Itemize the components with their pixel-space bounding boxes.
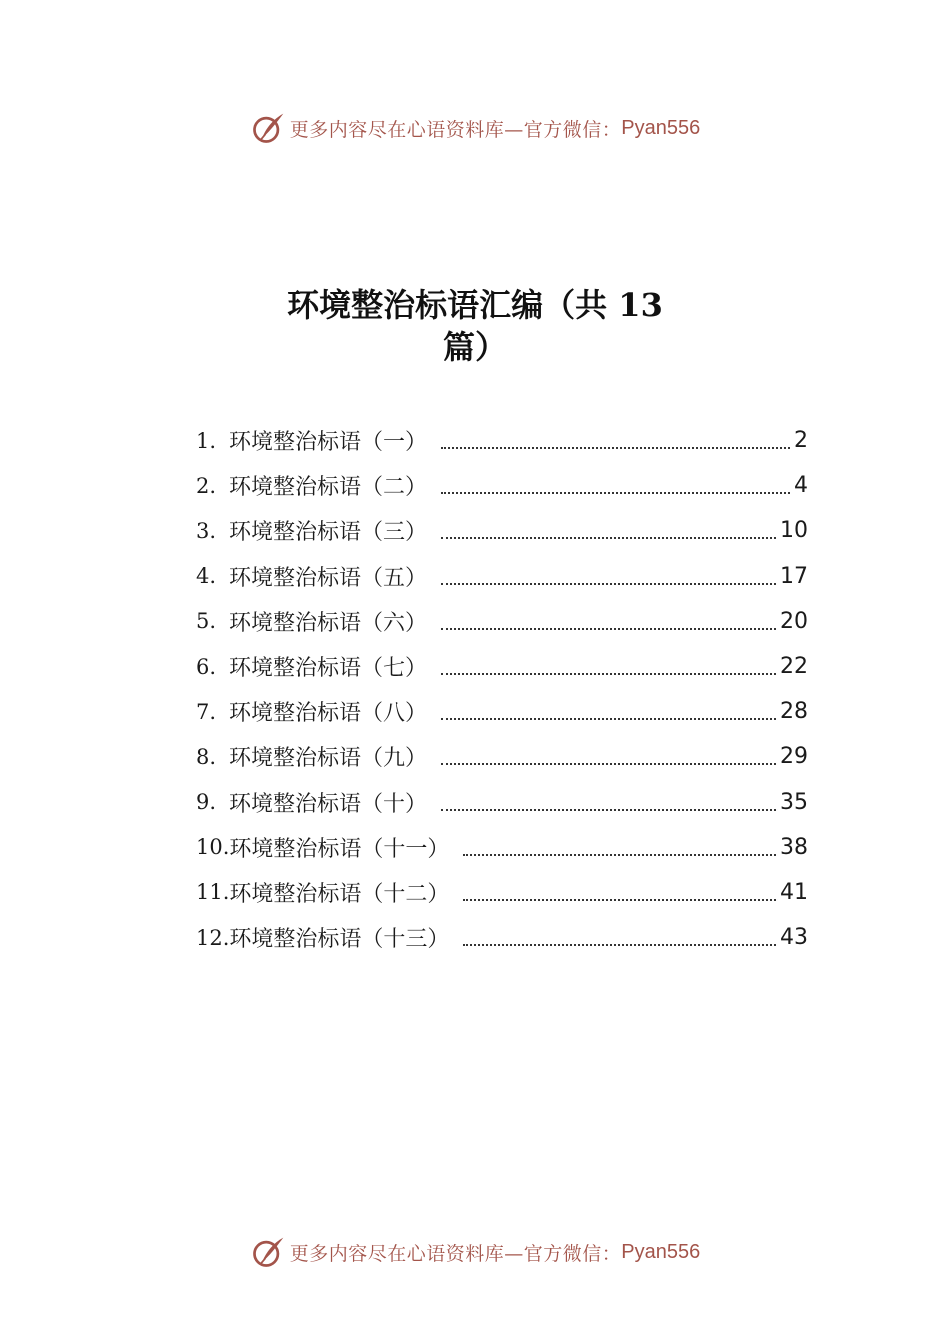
toc-label: 环境整治标语（十一） [229, 836, 450, 862]
dot-leader [441, 446, 790, 449]
toc-page-number: 29 [780, 744, 808, 770]
toc-entry[interactable] [196, 689, 808, 734]
toc-page-number: 2 [794, 428, 808, 454]
wechat-handle: Pyan556 [621, 1240, 701, 1263]
toc-number: 2. [196, 473, 217, 498]
toc-number: 10. [196, 835, 230, 860]
dot-leader [441, 627, 776, 630]
dot-leader [463, 898, 776, 901]
toc-label: 环境整治标语（一） [229, 430, 428, 456]
wechat-handle: Pyan556 [621, 116, 701, 139]
toc-entry[interactable] [196, 418, 808, 463]
toc-entry[interactable] [196, 870, 808, 915]
toc-entry[interactable] [196, 554, 808, 599]
toc-number: 9. [196, 790, 217, 815]
toc-number: 6. [196, 654, 217, 679]
toc-label: 环境整治标语（八） [229, 701, 428, 727]
dot-leader [441, 672, 776, 675]
banner-text: 更多内容尽在心语资料库—官方微信： [289, 118, 622, 141]
toc-number: 7. [196, 699, 217, 724]
toc-entry[interactable] [196, 599, 808, 644]
toc-label: 环境整治标语（十） [229, 791, 428, 817]
toc-number: 3. [196, 518, 217, 543]
banner-text: 更多内容尽在心语资料库—官方微信： [289, 1242, 622, 1265]
title-line-1: 环境整治标语汇编（共 13 [287, 286, 663, 324]
toc-page-number: 22 [780, 654, 808, 680]
quill-pen-logo-icon [250, 1234, 286, 1270]
toc-number: 1. [196, 428, 217, 453]
toc-entry[interactable] [196, 644, 808, 689]
toc-label: 环境整治标语（十三） [229, 927, 450, 953]
toc-page-number: 17 [780, 563, 808, 589]
toc-entry[interactable] [196, 825, 808, 870]
dot-leader [463, 853, 776, 856]
document-title [0, 284, 950, 368]
toc-number: 11. [196, 880, 230, 905]
toc-label: 环境整治标语（九） [229, 746, 428, 772]
toc-entry[interactable] [196, 780, 808, 825]
toc-page-number: 20 [780, 608, 808, 634]
toc-page-number: 41 [780, 879, 808, 905]
header-banner [0, 108, 950, 148]
toc-label: 环境整治标语（十二） [229, 881, 450, 907]
toc-label: 环境整治标语（七） [229, 656, 428, 682]
toc-page-number: 43 [780, 925, 808, 951]
toc-label: 环境整治标语（五） [229, 565, 428, 591]
toc-entry[interactable] [196, 915, 808, 960]
toc-number: 12. [196, 925, 230, 950]
table-of-contents [196, 418, 808, 960]
dot-leader [441, 491, 790, 494]
quill-pen-logo-icon [250, 110, 286, 146]
toc-page-number: 10 [780, 518, 808, 544]
toc-entry[interactable] [196, 734, 808, 779]
toc-entry[interactable] [196, 508, 808, 553]
dot-leader [441, 717, 776, 720]
toc-page-number: 38 [780, 834, 808, 860]
toc-label: 环境整治标语（六） [229, 610, 428, 636]
toc-entry[interactable] [196, 463, 808, 508]
toc-label: 环境整治标语（三） [229, 520, 428, 546]
toc-label: 环境整治标语（二） [229, 475, 428, 501]
toc-number: 8. [196, 744, 217, 769]
dot-leader [441, 762, 776, 765]
toc-number: 4. [196, 564, 217, 589]
toc-page-number: 4 [794, 473, 808, 499]
toc-number: 5. [196, 609, 217, 634]
dot-leader [441, 582, 776, 585]
dot-leader [441, 536, 776, 539]
toc-page-number: 35 [780, 789, 808, 815]
toc-page-number: 28 [780, 699, 808, 725]
dot-leader [463, 943, 776, 946]
footer-banner [0, 1232, 950, 1272]
dot-leader [441, 808, 776, 811]
title-line-2: 篇） [442, 328, 507, 366]
